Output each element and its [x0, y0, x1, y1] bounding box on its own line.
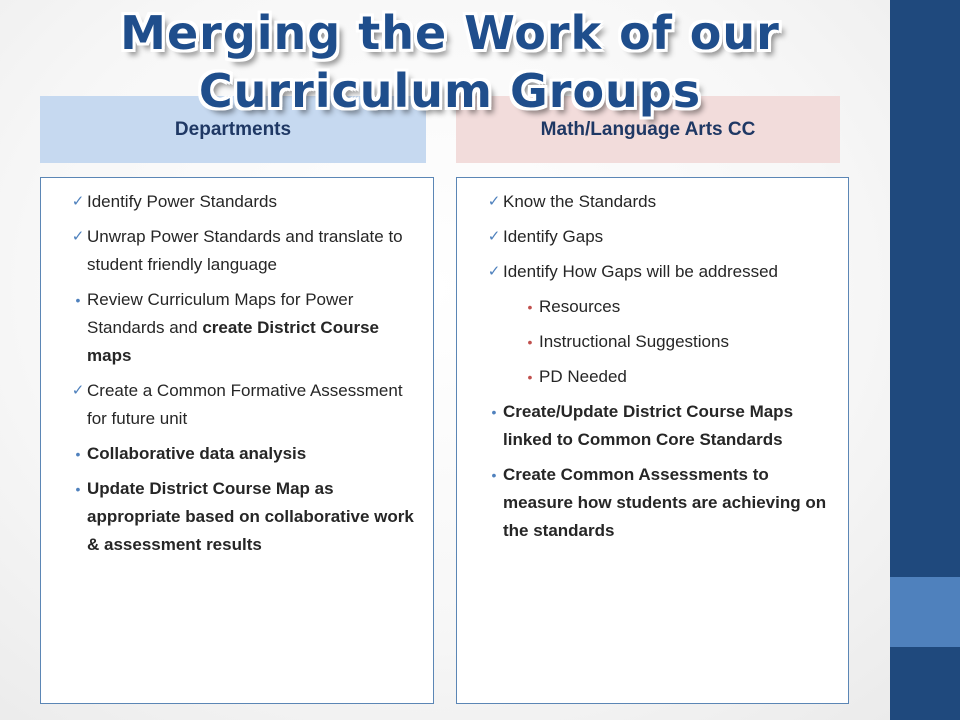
item-text: Resources	[539, 297, 621, 316]
item-text: Instructional Suggestions	[539, 332, 729, 351]
sub-bullet-icon: •	[527, 334, 533, 350]
list-item	[71, 377, 421, 433]
bullet-icon: •	[75, 481, 81, 497]
check-icon: ✓	[487, 263, 501, 280]
item-text: Identify Power Standards	[87, 192, 277, 211]
check-icon: ✓	[71, 382, 85, 399]
item-text: Create a Common Formative Assessment for future unit	[87, 381, 403, 428]
bullet-icon: •	[491, 404, 497, 420]
item-text: Collaborative data analysis	[87, 444, 307, 463]
departments-box	[40, 177, 434, 704]
item-text: Create/Update District Course Maps linked to Common Core Standards	[503, 402, 794, 449]
list-item	[75, 286, 421, 370]
item-text: PD Needed	[539, 367, 627, 386]
header-departments-label: Departments	[174, 118, 292, 140]
list-item	[71, 188, 421, 216]
list-item	[487, 258, 836, 286]
departments-list	[41, 178, 433, 559]
list-item	[527, 293, 836, 321]
bullet-icon: •	[491, 467, 497, 483]
title-line-2: Curriculum Groups	[198, 64, 702, 118]
slide-title	[120, 4, 780, 120]
sidebar-accent-block	[890, 577, 960, 647]
item-text: Create Common Assessments to measure how students are achieving on the standards	[503, 465, 827, 540]
bullet-icon: •	[75, 292, 81, 308]
list-item	[75, 440, 421, 468]
list-item	[71, 223, 421, 279]
list-item	[75, 475, 421, 559]
sub-bullet-icon: •	[527, 369, 533, 385]
item-text: Unwrap Power Standards and translate to student friendly language	[87, 227, 403, 274]
item-text: Update District Course Map as appropriate based on collaborative work & assessment results	[87, 479, 414, 554]
bullet-icon: •	[75, 446, 81, 462]
list-item	[487, 188, 836, 216]
item-text: Identify How Gaps will be addressed	[503, 262, 778, 281]
list-item	[527, 363, 836, 391]
item-text: create District Course maps	[87, 318, 379, 365]
math-language-arts-box	[456, 177, 849, 704]
title-line-1: Merging the Work of our	[120, 6, 780, 60]
item-text: Know the Standards	[503, 192, 657, 211]
item-text: Identify Gaps	[503, 227, 604, 246]
header-math-language-arts-label: Math/Language Arts CC	[540, 118, 756, 140]
list-item	[491, 398, 836, 454]
check-icon: ✓	[487, 193, 501, 210]
check-icon: ✓	[487, 228, 501, 245]
check-icon: ✓	[71, 228, 85, 245]
item-text: Review Curriculum Maps for Power Standards and	[87, 290, 354, 337]
list-item	[491, 461, 836, 545]
list-item	[487, 223, 836, 251]
list-item	[527, 328, 836, 356]
math-language-arts-list	[457, 178, 848, 545]
sub-bullet-icon: •	[527, 299, 533, 315]
check-icon: ✓	[71, 193, 85, 210]
